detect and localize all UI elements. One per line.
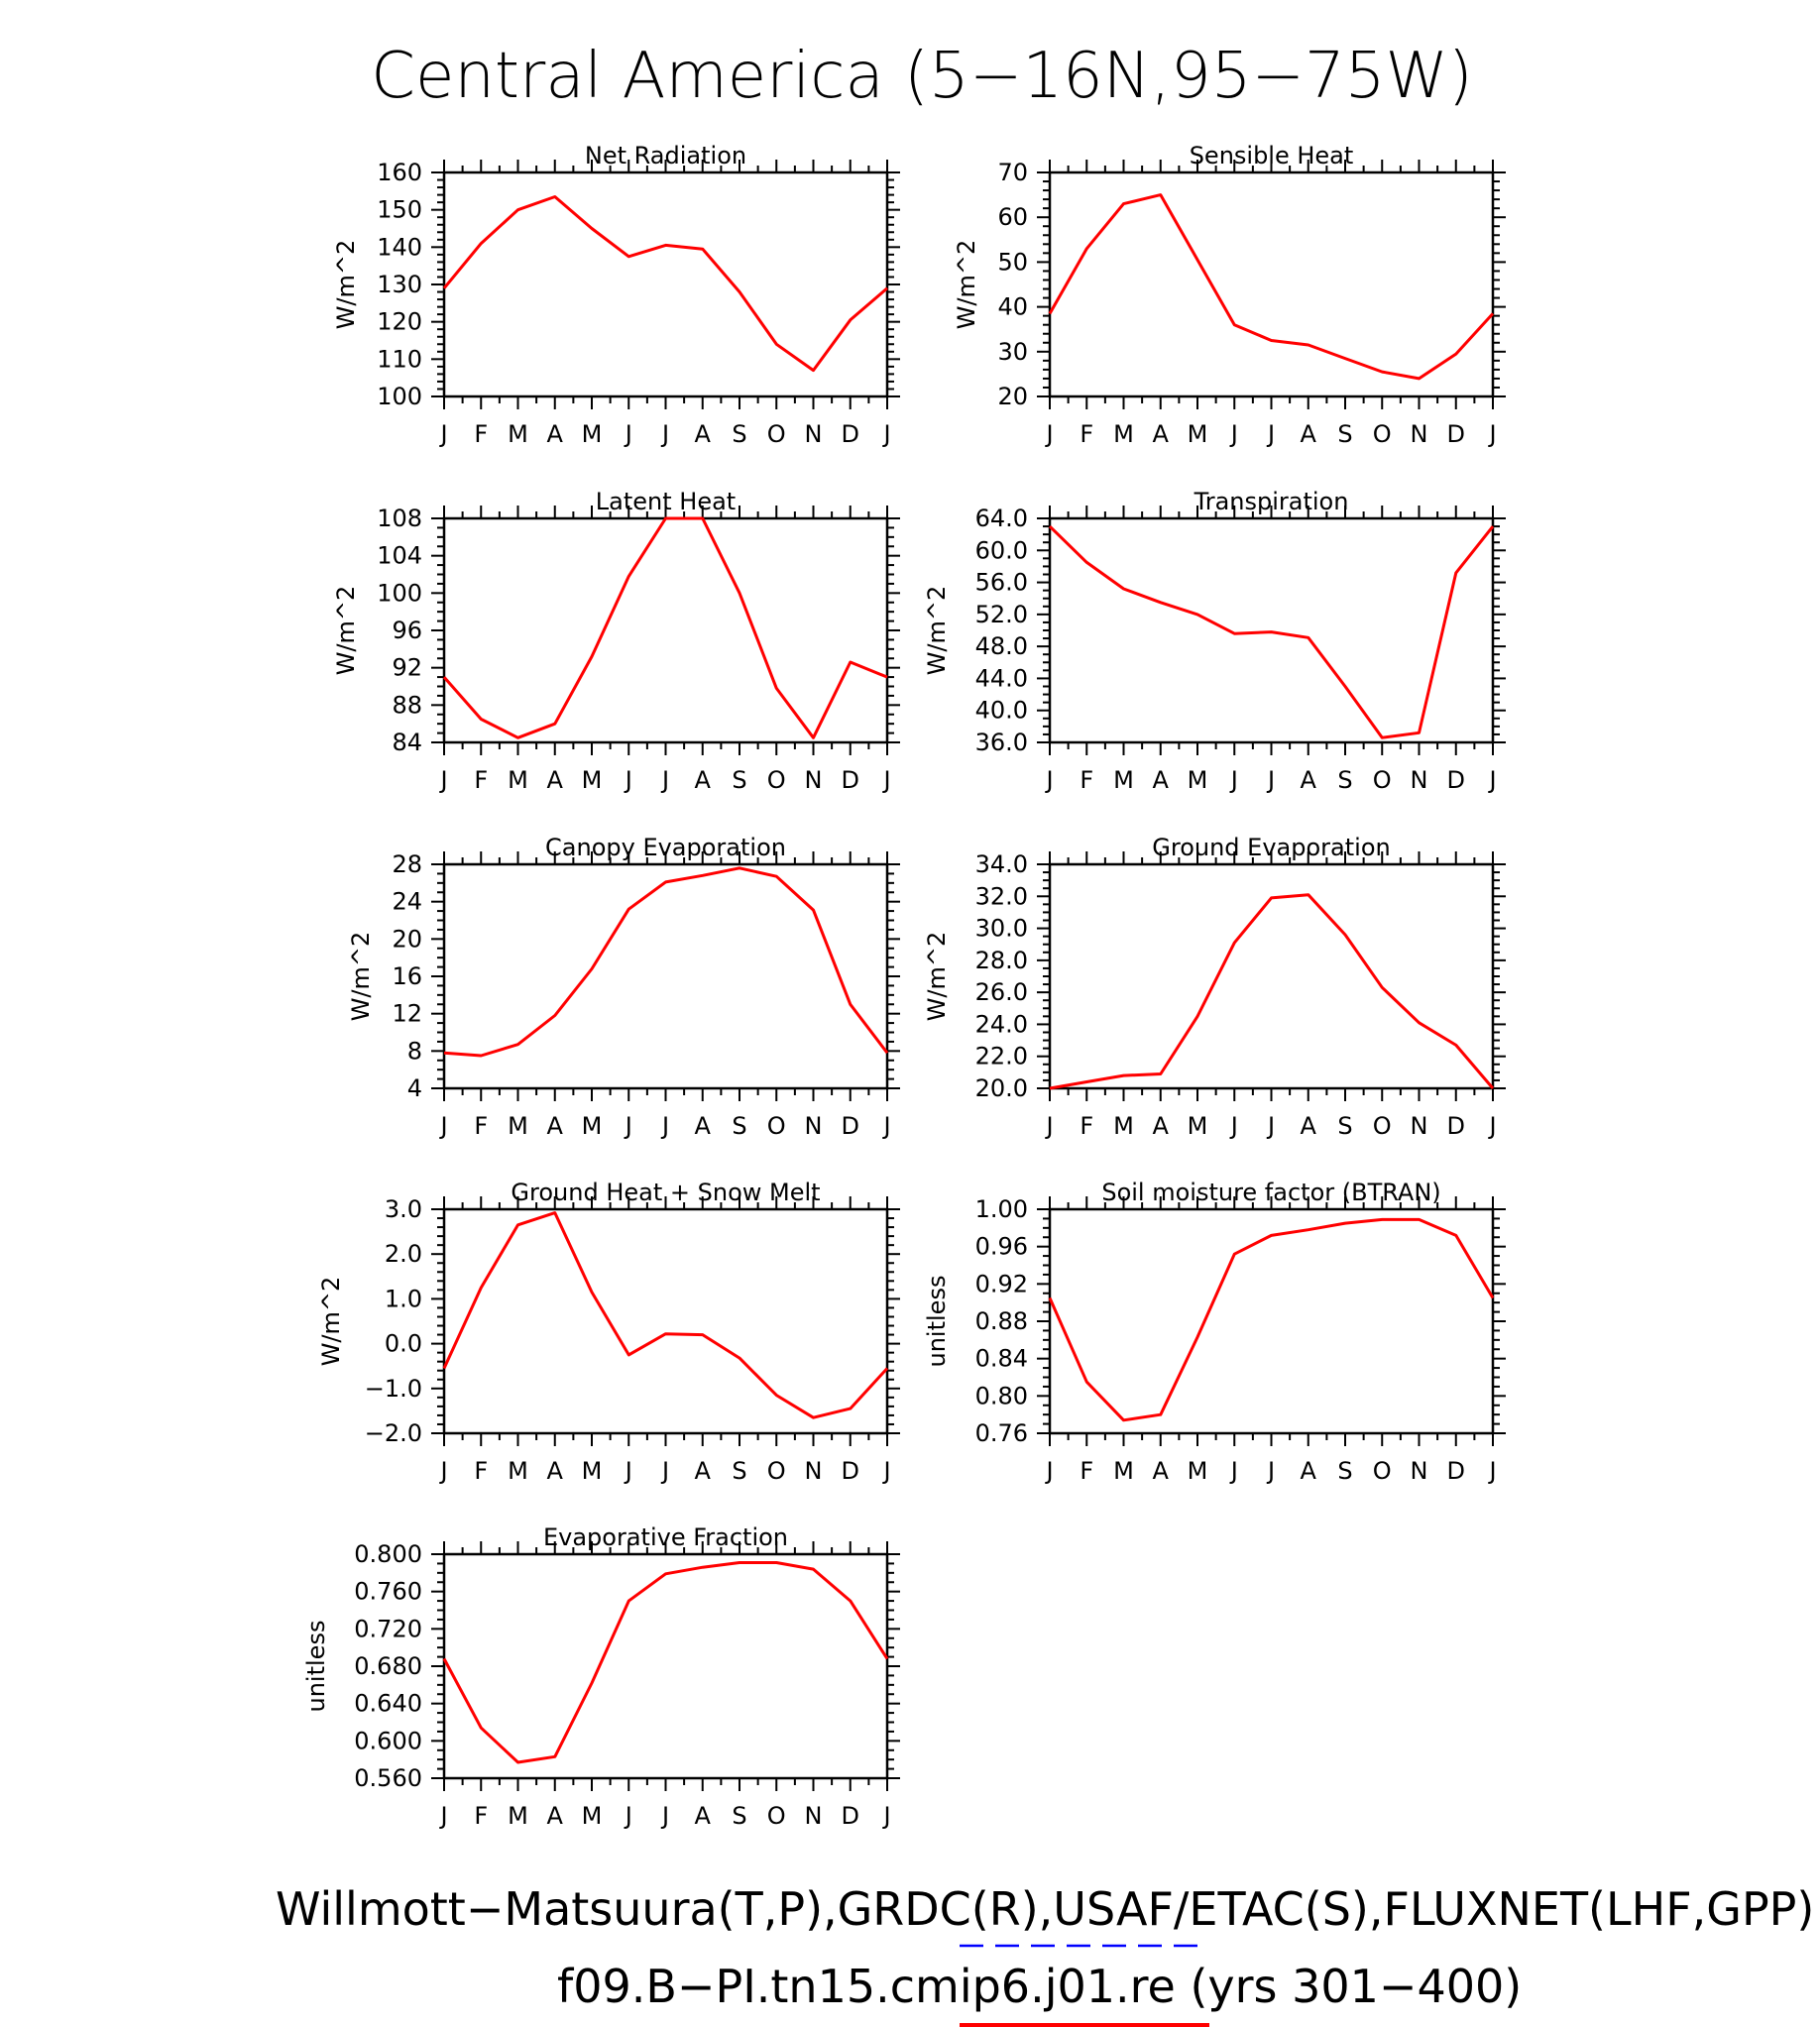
y-tick-label: 8 <box>406 1037 422 1066</box>
x-tick-label: F <box>474 420 489 448</box>
y-tick-label: 92 <box>392 653 422 682</box>
x-tick-label: J <box>1267 766 1276 794</box>
x-tick-label: S <box>1337 766 1353 794</box>
panel-title: Soil moisture factor (BTRAN) <box>1101 1179 1441 1206</box>
series-line <box>444 518 887 737</box>
panel-title: Ground Evaporation <box>1152 834 1391 861</box>
x-tick-label: J <box>661 420 670 448</box>
x-tick-label: J <box>1230 1112 1238 1140</box>
series-line <box>1050 195 1493 379</box>
y-axis-label: W/m^2 <box>332 239 360 330</box>
y-tick-label: 44.0 <box>974 664 1028 693</box>
plot-frame <box>1050 1209 1493 1433</box>
plot-frame <box>444 518 887 742</box>
y-tick-label: 26.0 <box>974 978 1028 1007</box>
x-tick-label: D <box>1446 1112 1465 1140</box>
y-tick-label: 4 <box>406 1074 422 1102</box>
y-tick-label: 0.92 <box>974 1270 1028 1298</box>
plot-frame <box>444 172 887 396</box>
chart-panel <box>332 488 900 794</box>
x-tick-label: J <box>625 1457 632 1485</box>
x-tick-label: N <box>804 766 823 794</box>
y-tick-label: 0.720 <box>354 1615 422 1643</box>
x-tick-label: A <box>694 1802 711 1830</box>
x-tick-label: J <box>1489 1457 1497 1485</box>
y-tick-label: 28 <box>392 850 422 878</box>
y-tick-label: 0.800 <box>354 1540 422 1568</box>
x-tick-label: O <box>1372 1112 1392 1140</box>
y-axis-label: W/m^2 <box>317 1276 345 1367</box>
x-tick-label: F <box>474 766 489 794</box>
y-axis-label: W/m^2 <box>347 931 375 1022</box>
series-line <box>444 1213 887 1418</box>
x-tick-label: A <box>1300 1457 1316 1485</box>
y-tick-label: 110 <box>377 345 422 374</box>
x-tick-label: M <box>581 1802 603 1830</box>
x-tick-label: S <box>732 420 747 448</box>
chart-panel <box>347 834 900 1140</box>
y-tick-label: 0.84 <box>974 1344 1028 1373</box>
chart-panels <box>302 142 1506 1830</box>
x-tick-label: M <box>508 1112 528 1140</box>
x-tick-label: A <box>546 766 563 794</box>
x-tick-label: J <box>625 1112 632 1140</box>
x-tick-label: J <box>1230 420 1238 448</box>
footer-datasets: Willmott−Matsuura(T,P),GRDC(R),USAF/ETAC(S),FLUXNET(LHF,GPP) <box>276 1882 1815 1936</box>
chart-panel <box>332 142 900 448</box>
y-tick-label: −1.0 <box>364 1374 422 1403</box>
x-tick-label: S <box>732 766 747 794</box>
x-tick-label: N <box>804 1457 823 1485</box>
x-tick-label: F <box>1080 1457 1094 1485</box>
x-tick-label: S <box>1337 420 1353 448</box>
chart-panel <box>953 142 1506 448</box>
x-tick-label: M <box>581 1112 603 1140</box>
series-line <box>1050 1219 1493 1419</box>
x-tick-label: A <box>694 766 711 794</box>
chart-panel <box>317 1179 900 1485</box>
chart-panel <box>923 1179 1506 1485</box>
x-tick-label: A <box>694 420 711 448</box>
x-tick-label: J <box>440 1457 448 1485</box>
chart-panel <box>923 834 1506 1140</box>
x-tick-label: A <box>1152 766 1169 794</box>
panel-title: Evaporative Fraction <box>542 1523 789 1551</box>
y-tick-label: 40 <box>997 292 1028 321</box>
x-tick-label: A <box>1152 1457 1169 1485</box>
x-tick-label: S <box>732 1802 747 1830</box>
x-tick-label: J <box>1046 766 1054 794</box>
y-tick-label: 16 <box>392 962 422 990</box>
y-tick-label: 0.88 <box>974 1307 1028 1335</box>
x-tick-label: M <box>1187 1457 1208 1485</box>
y-tick-label: 0.80 <box>974 1382 1028 1410</box>
x-tick-label: J <box>625 420 632 448</box>
y-tick-label: 150 <box>377 195 422 224</box>
chart-panel <box>923 488 1506 794</box>
panel-title: Transpiration <box>1194 488 1349 515</box>
y-tick-label: 108 <box>377 505 422 532</box>
x-tick-label: O <box>1372 420 1392 448</box>
y-tick-label: −2.0 <box>364 1419 422 1447</box>
plot-frame <box>1050 172 1493 396</box>
y-axis-label: unitless <box>302 1620 330 1713</box>
x-tick-label: N <box>804 420 823 448</box>
x-tick-label: J <box>661 1457 670 1485</box>
x-tick-label: D <box>841 1802 859 1830</box>
y-tick-label: 3.0 <box>384 1195 422 1223</box>
y-tick-label: 40.0 <box>974 696 1028 725</box>
y-tick-label: 20.0 <box>974 1074 1028 1102</box>
x-tick-label: N <box>804 1802 823 1830</box>
x-tick-label: J <box>1489 1112 1497 1140</box>
y-tick-label: 32.0 <box>974 882 1028 911</box>
y-tick-label: 50 <box>997 248 1028 277</box>
y-tick-label: 22.0 <box>974 1042 1028 1070</box>
x-tick-label: O <box>1372 1457 1392 1485</box>
panel-title: Ground Heat + Snow Melt <box>511 1179 821 1206</box>
x-tick-label: M <box>1113 420 1134 448</box>
x-tick-label: A <box>694 1112 711 1140</box>
x-tick-label: N <box>1410 1112 1428 1140</box>
plot-frame <box>444 1554 887 1778</box>
panel-title: Net Radiation <box>584 142 747 169</box>
x-tick-label: J <box>625 1802 632 1830</box>
x-tick-label: M <box>1187 766 1208 794</box>
x-tick-label: M <box>581 766 603 794</box>
x-tick-label: O <box>1372 766 1392 794</box>
y-tick-label: 0.76 <box>974 1419 1028 1447</box>
y-tick-label: 0.760 <box>354 1577 422 1606</box>
y-tick-label: 100 <box>377 383 422 410</box>
x-tick-label: J <box>1267 1112 1276 1140</box>
x-tick-label: A <box>1300 766 1316 794</box>
x-tick-label: F <box>1080 420 1094 448</box>
x-tick-label: J <box>1489 766 1497 794</box>
y-tick-label: 130 <box>377 271 422 298</box>
x-tick-label: J <box>440 1802 448 1830</box>
x-tick-label: D <box>1446 766 1465 794</box>
footer-case-name: f09.B−PI.tn15.cmip6.j01.re (yrs 301−400) <box>557 1960 1523 2013</box>
y-tick-label: 60.0 <box>974 536 1028 565</box>
x-tick-label: A <box>546 1457 563 1485</box>
y-axis-label: W/m^2 <box>953 239 980 330</box>
y-tick-label: 2.0 <box>384 1240 422 1269</box>
plot-frame <box>444 864 887 1088</box>
y-tick-label: 100 <box>377 579 422 608</box>
series-line <box>444 197 887 371</box>
y-tick-label: 84 <box>392 729 422 756</box>
x-tick-label: S <box>732 1457 747 1485</box>
y-tick-label: 20 <box>392 925 422 954</box>
x-tick-label: J <box>661 1802 670 1830</box>
x-tick-label: D <box>841 1457 859 1485</box>
y-tick-label: 0.96 <box>974 1232 1028 1261</box>
x-tick-label: A <box>1300 420 1316 448</box>
x-tick-label: O <box>766 1112 786 1140</box>
y-tick-label: 140 <box>377 233 422 262</box>
y-tick-label: 0.560 <box>354 1764 422 1792</box>
x-tick-label: J <box>1489 420 1497 448</box>
y-tick-label: 52.0 <box>974 600 1028 628</box>
x-tick-label: M <box>1113 1112 1134 1140</box>
x-tick-label: M <box>508 420 528 448</box>
x-tick-label: J <box>1267 1457 1276 1485</box>
x-tick-label: S <box>1337 1457 1353 1485</box>
y-tick-label: 160 <box>377 159 422 186</box>
x-tick-label: J <box>1230 1457 1238 1485</box>
x-tick-label: J <box>1230 766 1238 794</box>
x-tick-label: F <box>474 1112 489 1140</box>
y-tick-label: 24.0 <box>974 1010 1028 1039</box>
series-line <box>444 1563 887 1763</box>
x-tick-label: S <box>1337 1112 1353 1140</box>
x-tick-label: A <box>546 1802 563 1830</box>
y-tick-label: 56.0 <box>974 568 1028 597</box>
x-tick-label: A <box>694 1457 711 1485</box>
x-tick-label: J <box>661 1112 670 1140</box>
chart-panel <box>302 1523 900 1830</box>
y-tick-label: 24 <box>392 887 422 916</box>
x-tick-label: D <box>841 420 859 448</box>
y-tick-label: 1.0 <box>384 1285 422 1313</box>
x-tick-label: J <box>883 420 891 448</box>
x-tick-label: M <box>581 1457 603 1485</box>
x-tick-label: F <box>1080 1112 1094 1140</box>
x-tick-label: N <box>1410 1457 1428 1485</box>
x-tick-label: J <box>1046 1457 1054 1485</box>
y-tick-label: 34.0 <box>974 850 1028 878</box>
series-line <box>1050 895 1493 1088</box>
y-tick-label: 28.0 <box>974 946 1028 974</box>
x-tick-label: S <box>732 1112 747 1140</box>
x-tick-label: J <box>883 1802 891 1830</box>
y-tick-label: 60 <box>997 203 1028 232</box>
x-tick-label: O <box>766 420 786 448</box>
x-tick-label: D <box>841 766 859 794</box>
y-tick-label: 36.0 <box>974 729 1028 756</box>
y-axis-label: unitless <box>923 1275 951 1368</box>
y-tick-label: 0.600 <box>354 1727 422 1755</box>
x-tick-label: D <box>1446 420 1465 448</box>
x-tick-label: A <box>1152 420 1169 448</box>
panel-title: Sensible Heat <box>1189 142 1354 169</box>
x-tick-label: J <box>883 766 891 794</box>
plot-frame <box>1050 518 1493 742</box>
y-tick-label: 0.640 <box>354 1689 422 1718</box>
x-tick-label: J <box>625 766 632 794</box>
series-line <box>1050 526 1493 737</box>
x-tick-label: J <box>440 420 448 448</box>
panel-title: Canopy Evaporation <box>545 834 786 861</box>
y-tick-label: 20 <box>997 383 1028 410</box>
x-tick-label: J <box>661 766 670 794</box>
y-tick-label: 0.680 <box>354 1652 422 1680</box>
x-tick-label: F <box>474 1802 489 1830</box>
y-tick-label: 88 <box>392 691 422 720</box>
x-tick-label: F <box>474 1457 489 1485</box>
panel-title: Latent Heat <box>595 488 737 515</box>
x-tick-label: J <box>440 1112 448 1140</box>
y-tick-label: 96 <box>392 617 422 644</box>
x-tick-label: M <box>1113 1457 1134 1485</box>
y-tick-label: 70 <box>997 159 1028 186</box>
x-tick-label: N <box>804 1112 823 1140</box>
x-tick-label: O <box>766 1802 786 1830</box>
x-tick-label: A <box>1152 1112 1169 1140</box>
main-title: Central America (5−16N,95−75W) <box>371 40 1473 113</box>
y-axis-label: W/m^2 <box>923 585 951 676</box>
x-tick-label: A <box>546 1112 563 1140</box>
x-tick-label: M <box>508 766 528 794</box>
x-tick-label: J <box>883 1112 891 1140</box>
x-tick-label: A <box>546 420 563 448</box>
x-tick-label: J <box>1046 420 1054 448</box>
x-tick-label: N <box>1410 766 1428 794</box>
x-tick-label: M <box>581 420 603 448</box>
x-tick-label: J <box>1267 420 1276 448</box>
x-tick-label: M <box>1187 1112 1208 1140</box>
x-tick-label: A <box>1300 1112 1316 1140</box>
y-tick-label: 30.0 <box>974 914 1028 943</box>
x-tick-label: D <box>841 1112 859 1140</box>
x-tick-label: M <box>1113 766 1134 794</box>
x-tick-label: N <box>1410 420 1428 448</box>
y-tick-label: 64.0 <box>974 505 1028 532</box>
y-axis-label: W/m^2 <box>332 585 360 676</box>
series-line <box>444 868 887 1056</box>
x-tick-label: J <box>440 766 448 794</box>
y-tick-label: 12 <box>392 999 422 1028</box>
x-tick-label: F <box>1080 766 1094 794</box>
x-tick-label: M <box>508 1457 528 1485</box>
y-tick-label: 30 <box>997 337 1028 366</box>
y-axis-label: W/m^2 <box>923 931 951 1022</box>
y-tick-label: 104 <box>377 541 422 570</box>
x-tick-label: M <box>508 1802 528 1830</box>
x-tick-label: O <box>766 1457 786 1485</box>
x-tick-label: D <box>1446 1457 1465 1485</box>
y-tick-label: 48.0 <box>974 632 1028 661</box>
x-tick-label: O <box>766 766 786 794</box>
x-tick-label: J <box>883 1457 891 1485</box>
y-tick-label: 1.00 <box>974 1195 1028 1223</box>
y-tick-label: 120 <box>377 307 422 336</box>
plot-frame <box>444 1209 887 1433</box>
y-tick-label: 0.0 <box>384 1329 422 1358</box>
x-tick-label: J <box>1046 1112 1054 1140</box>
x-tick-label: M <box>1187 420 1208 448</box>
